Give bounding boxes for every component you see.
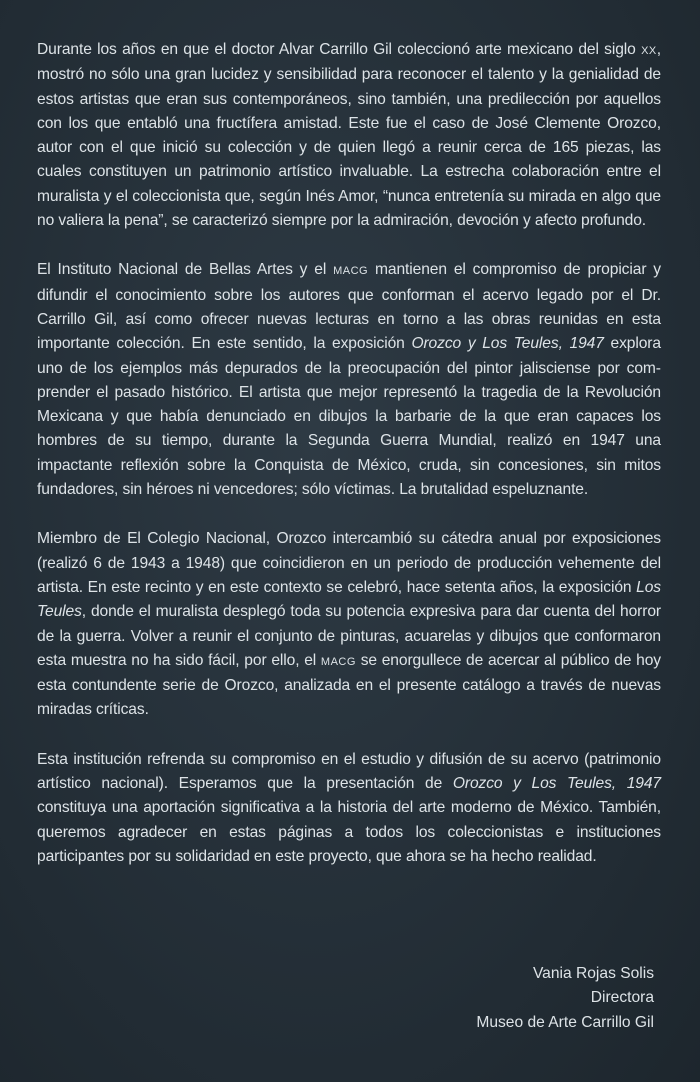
paragraph-4 [37,748,661,869]
paragraph-text: se enorgullece de acercar al público de hoy esta contundente serie de Orozco, analizada en el presente catálogo a través de nuevas miradas críticas. [37,651,661,719]
body-text [37,38,661,894]
signer-name: Vania Rojas Solis [532,965,654,982]
paragraph-text: Durante los años en que el doctor Alvar Carrillo Gil coleccionó arte mexicano del siglo [37,41,642,58]
signer-institution: Museo de Arte Carrillo Gil [476,1013,654,1031]
paragraph-1 [37,38,661,233]
paragraph-text: , mostró no sólo una gran lucidez y sensibilidad para reconocer el talento y la genialidad de estos artistas que eran sus contemporáneos, sino también, una predilección por aquellos con los que entabló una fructífera amistad. Este fue el caso de José Clemente Orozco, autor con el que inició su colección y de quien llegó a reunir cerca de 165 piezas, las cuales constituyen un patrimonio artístico invaluable. La estrecha colaboración entre el muralista y el coleccionista que, según Inés Amor, “nunca entretenía su mirada en algo que no valiera la pena”, se caracterizó siempre por la admiración, devoción y afecto profundo. [37,41,661,230]
paragraph-text: Esta institución refrenda su compromiso en el estudio y difusión de su acervo (patrimonio artístico nacional). Esperamos que la presentación de [37,750,661,793]
exhibition-title: Los Teules [37,578,661,621]
signer-title: Directora [590,989,654,1007]
paragraph-text: Miembro de El Colegio Nacional, Orozco intercambió su cátedra anual por exposiciones (realizó 6 de 1943 a 1948) que coincidieron en un periodo de producción vehemente del artista. En este recinto y en este contexto se celebró, hace setenta años, la exposición [37,530,661,596]
paragraph-text: , donde el muralista desplegó toda su potencia expresiva para dar cuenta del horror de la guerra. Volver a reunir el conjunto de pinturas, acuarelas y dibujos que conformaron esta muestra no ha sido fácil, por ello, el [37,603,661,669]
paragraph-text: constituya una aportación significativa a la historia del arte moderno de México. También, queremos agradecer en estas páginas a todos los coleccionistas e instituciones participantes por su solidaridad en este proyecto, que ahora se ha hecho realidad. [37,799,661,865]
small-caps-abbrev: XX [641,45,657,57]
small-caps-abbrev: MACG [320,655,356,668]
paragraph-text: mantienen el compromiso de propiciar y difundir el conocimiento sobre los autores que conforman el acervo legado por el Dr. Carrillo Gil, así como ofrecer nuevas lecturas en torno a las obras reunidas en esta importante colección. En este sentido, la exposición [37,261,662,353]
paragraph-3 [37,527,661,722]
exhibition-title: Orozco y Los Teules, 1947 [411,335,604,353]
paragraph-text: El Instituto Nacional de Bellas Artes y el [37,261,334,279]
small-caps-abbrev: MACG [333,265,369,278]
paragraph-text: explora uno de los ejemplos más depurados de la preocupación del pintor jalisciense por comprender el pasado histórico. El artista que mejor representó la tragedia de la Revolución Mexicana y que había denunciado en dibujos la barbarie de la que eran capaces los hombres de su tiempo, durante la Segunda Guerra Mundial, realizó en 1947 una impactante reflexión sobre la Conquista de México, cruda, sin concesiones, sin mitos fundadores, sin héroes ni vencedores; sólo víctimas. La brutalidad espeluznante. [37,335,661,499]
exhibition-title: Orozco y Los Teules, 1947 [452,775,661,793]
signature-block [476,962,654,1035]
paragraph-2 [37,258,661,502]
